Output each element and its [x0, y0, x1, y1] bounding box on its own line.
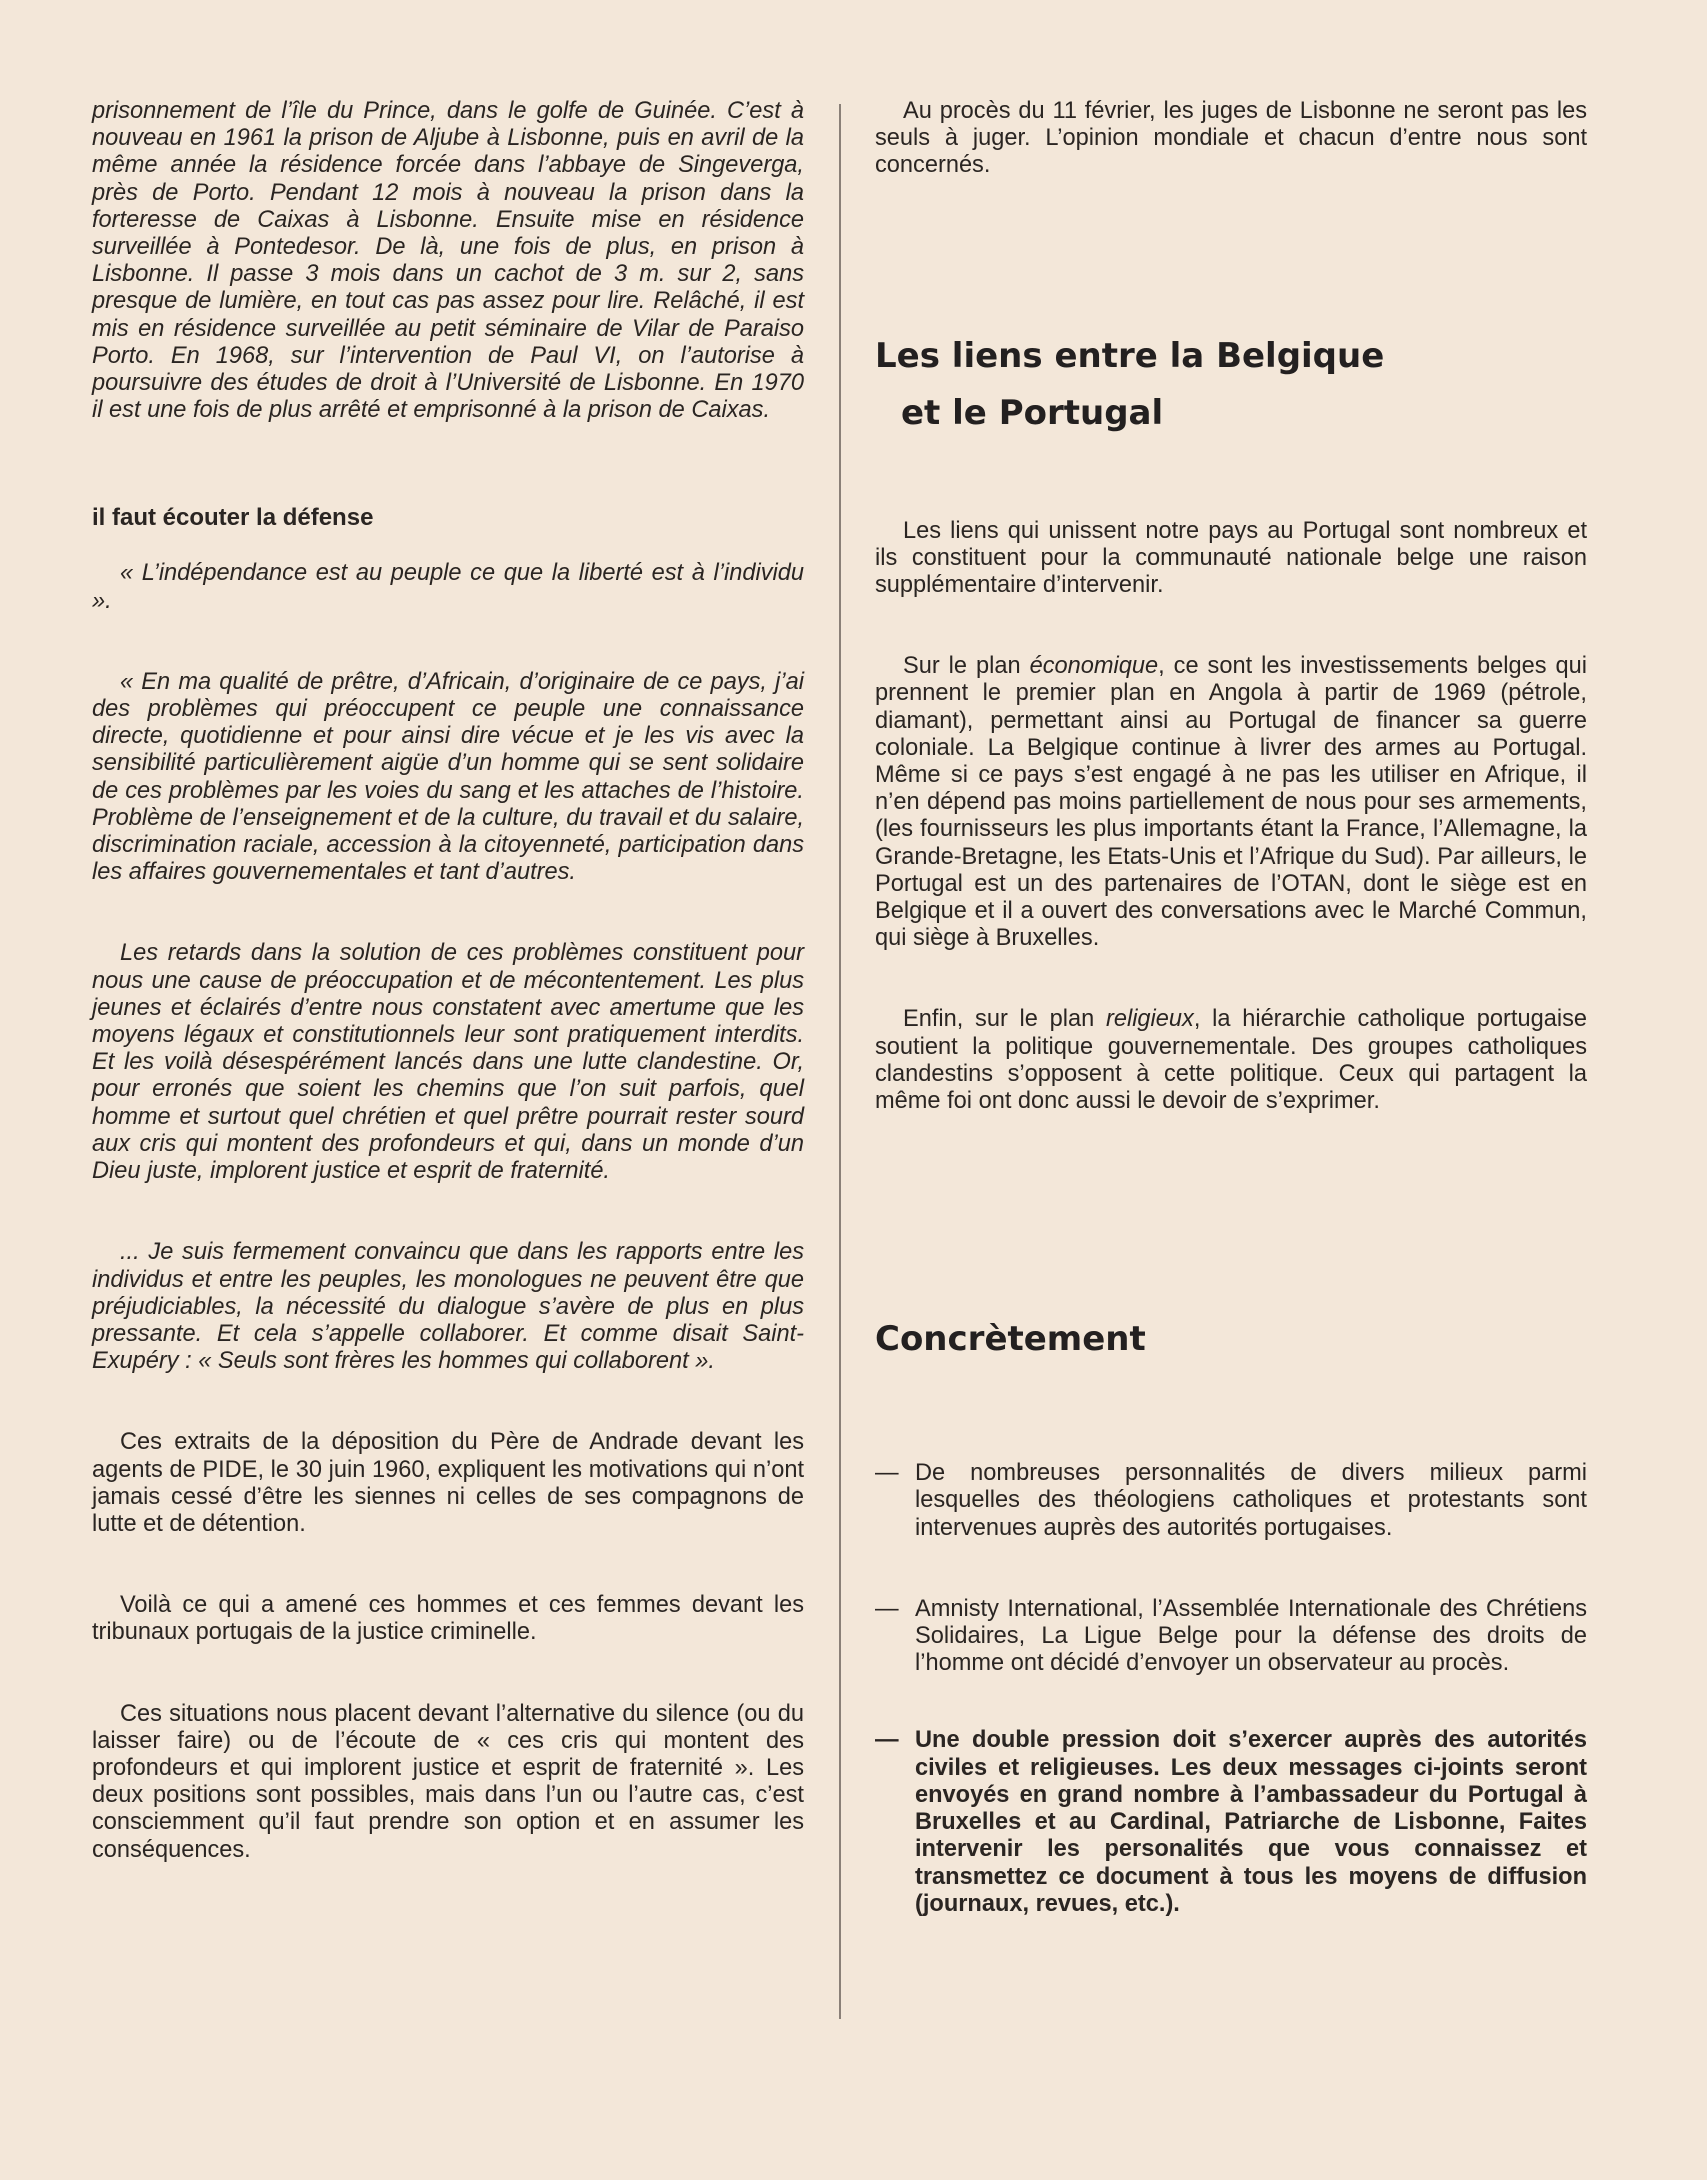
text-span: Enfin, sur le plan	[903, 1006, 1106, 1033]
text-span: , la hiérarchie catholique portugaise soutient la politique gouvernementale. Des groupes catholiques clandestins s’opposent à cette politique. Ceux qui partagent la même foi ont donc aussi le devoir de s’exprimer.	[875, 1006, 1587, 1115]
quote-paragraph: ... Je suis fermement convaincu que dans les rapports entre les individus et entre les peuples, les monologues ne peuvent être que préjudiciables, la nécessité du dialogue s’avère de plus en plus pressante. Et cela s’appelle collaborer. Et comme disait Saint-Exupéry : « Seuls sont frères les hommes qui collaborent ».	[92, 1239, 804, 1375]
intro-paragraph: prisonnement de l’île du Prince, dans le golfe de Guinée. C’est à nouveau en 1961 la prison de Aljube à Lisbonne, puis en avril de la même année la résidence forcée dans l’abbaye de Singeverga, près de Porto. Pendant 12 mois à nouveau la prison dans la forteresse de Caixas à Lisbonne. Ensuite mise en résidence surveillée à Pontedesor. De là, une fois de plus, en prison à Lisbonne. Il passe 3 mois dans un cachot de 3 m. sur 2, sans presque de lumière, en tout cas pas assez pour lire. Relâché, il est mis en résidence surveillée au petit séminaire de Vilar de Paraiso Porto. En 1968, sur l’intervention de Paul VI, on l’autorise à poursuivre des études de droit à l’Université de Lisbonne. En 1970 il est une fois de plus arrêté et emprisonné à la prison de Caixas.	[92, 98, 804, 424]
quote-paragraph: Les retards dans la solution de ces problèmes constituent pour nous une cause de préoccupation et de mécontentement. Les plus jeunes et éclairés d’entre nous constatent avec amertume que les moyens légaux et constitutionnels leur sont pratiquement interdits. Et les voilà désespérément lancés dans une lutte clandestine. Or, pour erronés que soient les chemins que l’on suit parfois, quel homme et surtout quel chrétien et quel prêtre pourrait rester sourd aux cris qui montent des profondeurs et qui, dans un monde d’un Dieu juste, implorent justice et esprit de fraternité.	[92, 940, 804, 1185]
quote-paragraph: « L’indépendance est au peuple ce que la liberté est à l’individu ».	[92, 560, 804, 614]
body-paragraph-religieux	[875, 1006, 1587, 1115]
left-column	[92, 98, 804, 1864]
column-divider	[839, 104, 841, 2019]
section-heading-concretement: Concrètement	[875, 1319, 1146, 1360]
list-item-emphasis	[875, 1727, 1587, 1917]
subheading-defense: il faut écouter la défense	[92, 504, 374, 532]
body-paragraph: Les liens qui unissent notre pays au Portugal sont nombreux et ils constituent pour la communauté nationale belge une raison supplémentaire d’intervenir.	[875, 517, 1587, 599]
body-paragraph: Voilà ce qui a amené ces hommes et ces femmes devant les tribunaux portugais de la justice criminelle.	[92, 1592, 804, 1646]
list-item-text: Une double pression doit s’exercer auprès des autorités civiles et religieuses. Les deux messages ci-joints seront envoyés en grand nombre à l’ambassadeur du Portugal à Bruxelles et au Cardinal, Patriarche de Lisbonne, Faites intervenir les personalités que vous connaissez et transmettez ce document à tous les moyens de diffusion (journaux, revues, etc.).	[915, 1727, 1587, 1917]
emphasis-text: économique	[1029, 653, 1159, 680]
list-item-text: De nombreuses personnalités de divers milieux parmi lesquelles des théologiens catholiques et protestants sont intervenues auprès des autorités portugaises.	[915, 1460, 1587, 1541]
dash-marker: —	[875, 1727, 899, 1754]
intro-paragraph: Au procès du 11 février, les juges de Lisbonne ne seront pas les seuls à juger. L’opinion mondiale et chacun d’entre nous sont concernés.	[875, 98, 1587, 179]
emphasis-text: religieux	[1105, 1006, 1194, 1033]
body-paragraph: Ces situations nous placent devant l’alternative du silence (ou du laisser faire) ou de l’écoute de « ces cris qui montent des profondeurs et qui implorent justice et esprit de fraternité ». Les deux positions sont possibles, mais dans l’un ou l’autre cas, c’est consciemment qu’il faut prendre son option et en assumer les conséquences.	[92, 1700, 804, 1863]
list-item-text: Amnisty International, l’Assemblée Internationale des Chrétiens Solidaires, La Ligue Belge pour la défense des droits de l’homme ont décidé d’envoyer un observateur au procès.	[915, 1595, 1587, 1677]
body-paragraph: Ces extraits de la déposition du Père de Andrade devant les agents de PIDE, le 30 juin 1960, expliquent les motivations qui n’ont jamais cessé d’être les siennes ni celles de ses compagnons de lutte et de détention.	[92, 1429, 804, 1537]
section-heading-belgium-portugal	[875, 328, 1587, 442]
heading-line: Les liens entre la Belgique	[875, 335, 1385, 376]
text-span: Sur le plan	[903, 653, 1030, 680]
quote-paragraph: « En ma qualité de prêtre, d’Africain, d’originaire de ce pays, j’ai des problèmes qui préoccupent ce peuple une connaissance directe, quotidienne et pour ainsi dire vécue et je les vis avec la sensibilité particulièrement aigüe d’un homme qui se sent solidaire de ces problèmes par les voies du sang et les attaches de l’histoire. Problème de l’enseignement et de la culture, du travail et du salaire, discrimination raciale, accession à la citoyenneté, participation dans les affaires gouvernementales et tant d’autres.	[92, 668, 804, 886]
text-span: , ce sont les investissements belges qui prennent le premier plan en Angola à partir de 1969 (pétrole, diamant), permettant ainsi au Portugal de financer sa guerre coloniale. La Belgique continue à livrer des armes au Portugal. Même si ce pays s’est engagé à ne pas les utiliser en Afrique, il n’en dépend pas moins partiellement de nous pour ses armements, (les fournisseurs les plus importants étant la France, l’Allemagne, la Grande-Bretagne, les Etats-Unis et l’Afrique du Sud). Par ailleurs, le Portugal est un des partenaires de l’OTAN, dont le siège est en Belgique et il a ouvert des conversations avec le Marché Commun, qui siège à Bruxelles.	[875, 653, 1587, 952]
heading-line: et le Portugal	[901, 392, 1164, 433]
list-item	[875, 1460, 1587, 1542]
right-column	[875, 98, 1587, 1918]
dash-marker: —	[875, 1460, 899, 1487]
body-paragraph-economique	[875, 653, 1587, 952]
dash-marker: —	[875, 1595, 899, 1622]
list-item	[875, 1596, 1587, 1678]
